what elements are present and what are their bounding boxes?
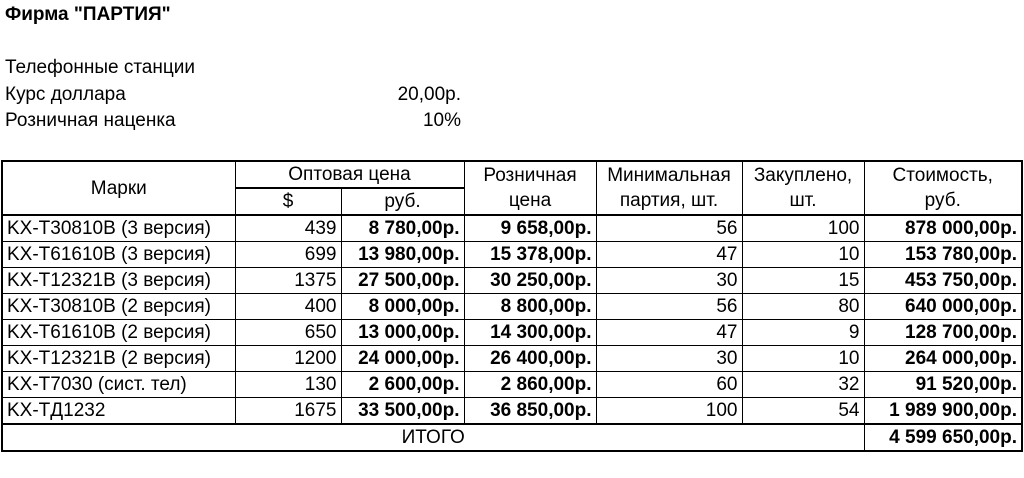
- cell-cost: 91 520,00р.: [864, 372, 1022, 398]
- cell-brand: KX-T12321B (2 версия): [2, 346, 235, 372]
- table-row: [2, 398, 1022, 425]
- cell-min-batch: 60: [596, 372, 742, 398]
- cell-bought: 9: [742, 320, 864, 346]
- markup-value: 10%: [422, 110, 461, 131]
- header-brand: Марки: [2, 161, 235, 215]
- subtitle: Телефонные станции: [5, 57, 195, 78]
- cell-bought: 10: [742, 242, 864, 268]
- cell-bought: 15: [742, 268, 864, 294]
- cell-rub: 8 000,00р.: [341, 294, 464, 320]
- table-row: [2, 268, 1022, 294]
- cell-brand: KX-T61610B (2 версия): [2, 320, 235, 346]
- cell-bought: 10: [742, 346, 864, 372]
- cell-usd: 1200: [235, 346, 341, 372]
- cell-cost: 640 000,00р.: [864, 294, 1022, 320]
- cell-min-batch: 47: [596, 242, 742, 268]
- cell-brand: KX-TД1232: [2, 398, 235, 425]
- company-title: Фирма "ПАРТИЯ": [5, 4, 171, 25]
- cell-cost: 878 000,00р.: [864, 215, 1022, 242]
- cell-cost: 153 780,00р.: [864, 242, 1022, 268]
- cell-rub: 8 780,00р.: [341, 215, 464, 242]
- cell-bought: 80: [742, 294, 864, 320]
- total-label: ИТОГО: [2, 424, 864, 451]
- cell-rub: 2 600,00р.: [341, 372, 464, 398]
- cell-retail: 2 860,00р.: [464, 372, 596, 398]
- cell-retail: 36 850,00р.: [464, 398, 596, 425]
- table-row: [2, 294, 1022, 320]
- cell-min-batch: 56: [596, 294, 742, 320]
- cell-retail: 26 400,00р.: [464, 346, 596, 372]
- cell-min-batch: 47: [596, 320, 742, 346]
- cell-retail: 8 800,00р.: [464, 294, 596, 320]
- cell-cost: 1 989 900,00р.: [864, 398, 1022, 425]
- rate-value: 20,00р.: [397, 84, 461, 105]
- cell-retail: 15 378,00р.: [464, 242, 596, 268]
- cell-min-batch: 30: [596, 268, 742, 294]
- cell-usd: 400: [235, 294, 341, 320]
- cell-retail: 30 250,00р.: [464, 268, 596, 294]
- cell-usd: 1375: [235, 268, 341, 294]
- cell-usd: 130: [235, 372, 341, 398]
- cell-usd: 1675: [235, 398, 341, 425]
- cell-cost: 453 750,00р.: [864, 268, 1022, 294]
- header-bought: Закуплено, шт.: [742, 161, 864, 215]
- cell-rub: 13 000,00р.: [341, 320, 464, 346]
- total-value: 4 599 650,00р.: [864, 424, 1022, 451]
- header-rub: руб.: [341, 188, 464, 215]
- cell-brand: KX-T61610B (3 версия): [2, 242, 235, 268]
- total-row: [2, 424, 1022, 451]
- cell-cost: 264 000,00р.: [864, 346, 1022, 372]
- cell-bought: 54: [742, 398, 864, 425]
- cell-brand: KX-T30810B (3 версия): [2, 215, 235, 242]
- cell-rub: 13 980,00р.: [341, 242, 464, 268]
- markup-label: Розничная наценка: [5, 110, 176, 131]
- price-table: [1, 160, 1023, 452]
- cell-retail: 9 658,00р.: [464, 215, 596, 242]
- cell-min-batch: 56: [596, 215, 742, 242]
- header-cost: Стоимость, руб.: [864, 161, 1022, 215]
- table-row: [2, 320, 1022, 346]
- cell-brand: KX-T7030 (сист. тел): [2, 372, 235, 398]
- header-wholesale: Оптовая цена: [235, 161, 464, 188]
- table-row: [2, 346, 1022, 372]
- cell-rub: 24 000,00р.: [341, 346, 464, 372]
- table-row: [2, 215, 1022, 242]
- rate-label: Курс доллара: [5, 84, 126, 105]
- header-usd: $: [235, 188, 341, 215]
- header-minbatch: Минимальная партия, шт.: [596, 161, 742, 215]
- table-row: [2, 242, 1022, 268]
- cell-min-batch: 30: [596, 346, 742, 372]
- cell-retail: 14 300,00р.: [464, 320, 596, 346]
- cell-brand: KX-T12321B (3 версия): [2, 268, 235, 294]
- cell-brand: KX-T30810B (2 версия): [2, 294, 235, 320]
- cell-cost: 128 700,00р.: [864, 320, 1022, 346]
- cell-bought: 100: [742, 215, 864, 242]
- cell-rub: 27 500,00р.: [341, 268, 464, 294]
- cell-usd: 439: [235, 215, 341, 242]
- cell-min-batch: 100: [596, 398, 742, 425]
- cell-usd: 699: [235, 242, 341, 268]
- cell-usd: 650: [235, 320, 341, 346]
- cell-bought: 32: [742, 372, 864, 398]
- header-retail: Розничная цена: [464, 161, 596, 215]
- cell-rub: 33 500,00р.: [341, 398, 464, 425]
- table-row: [2, 372, 1022, 398]
